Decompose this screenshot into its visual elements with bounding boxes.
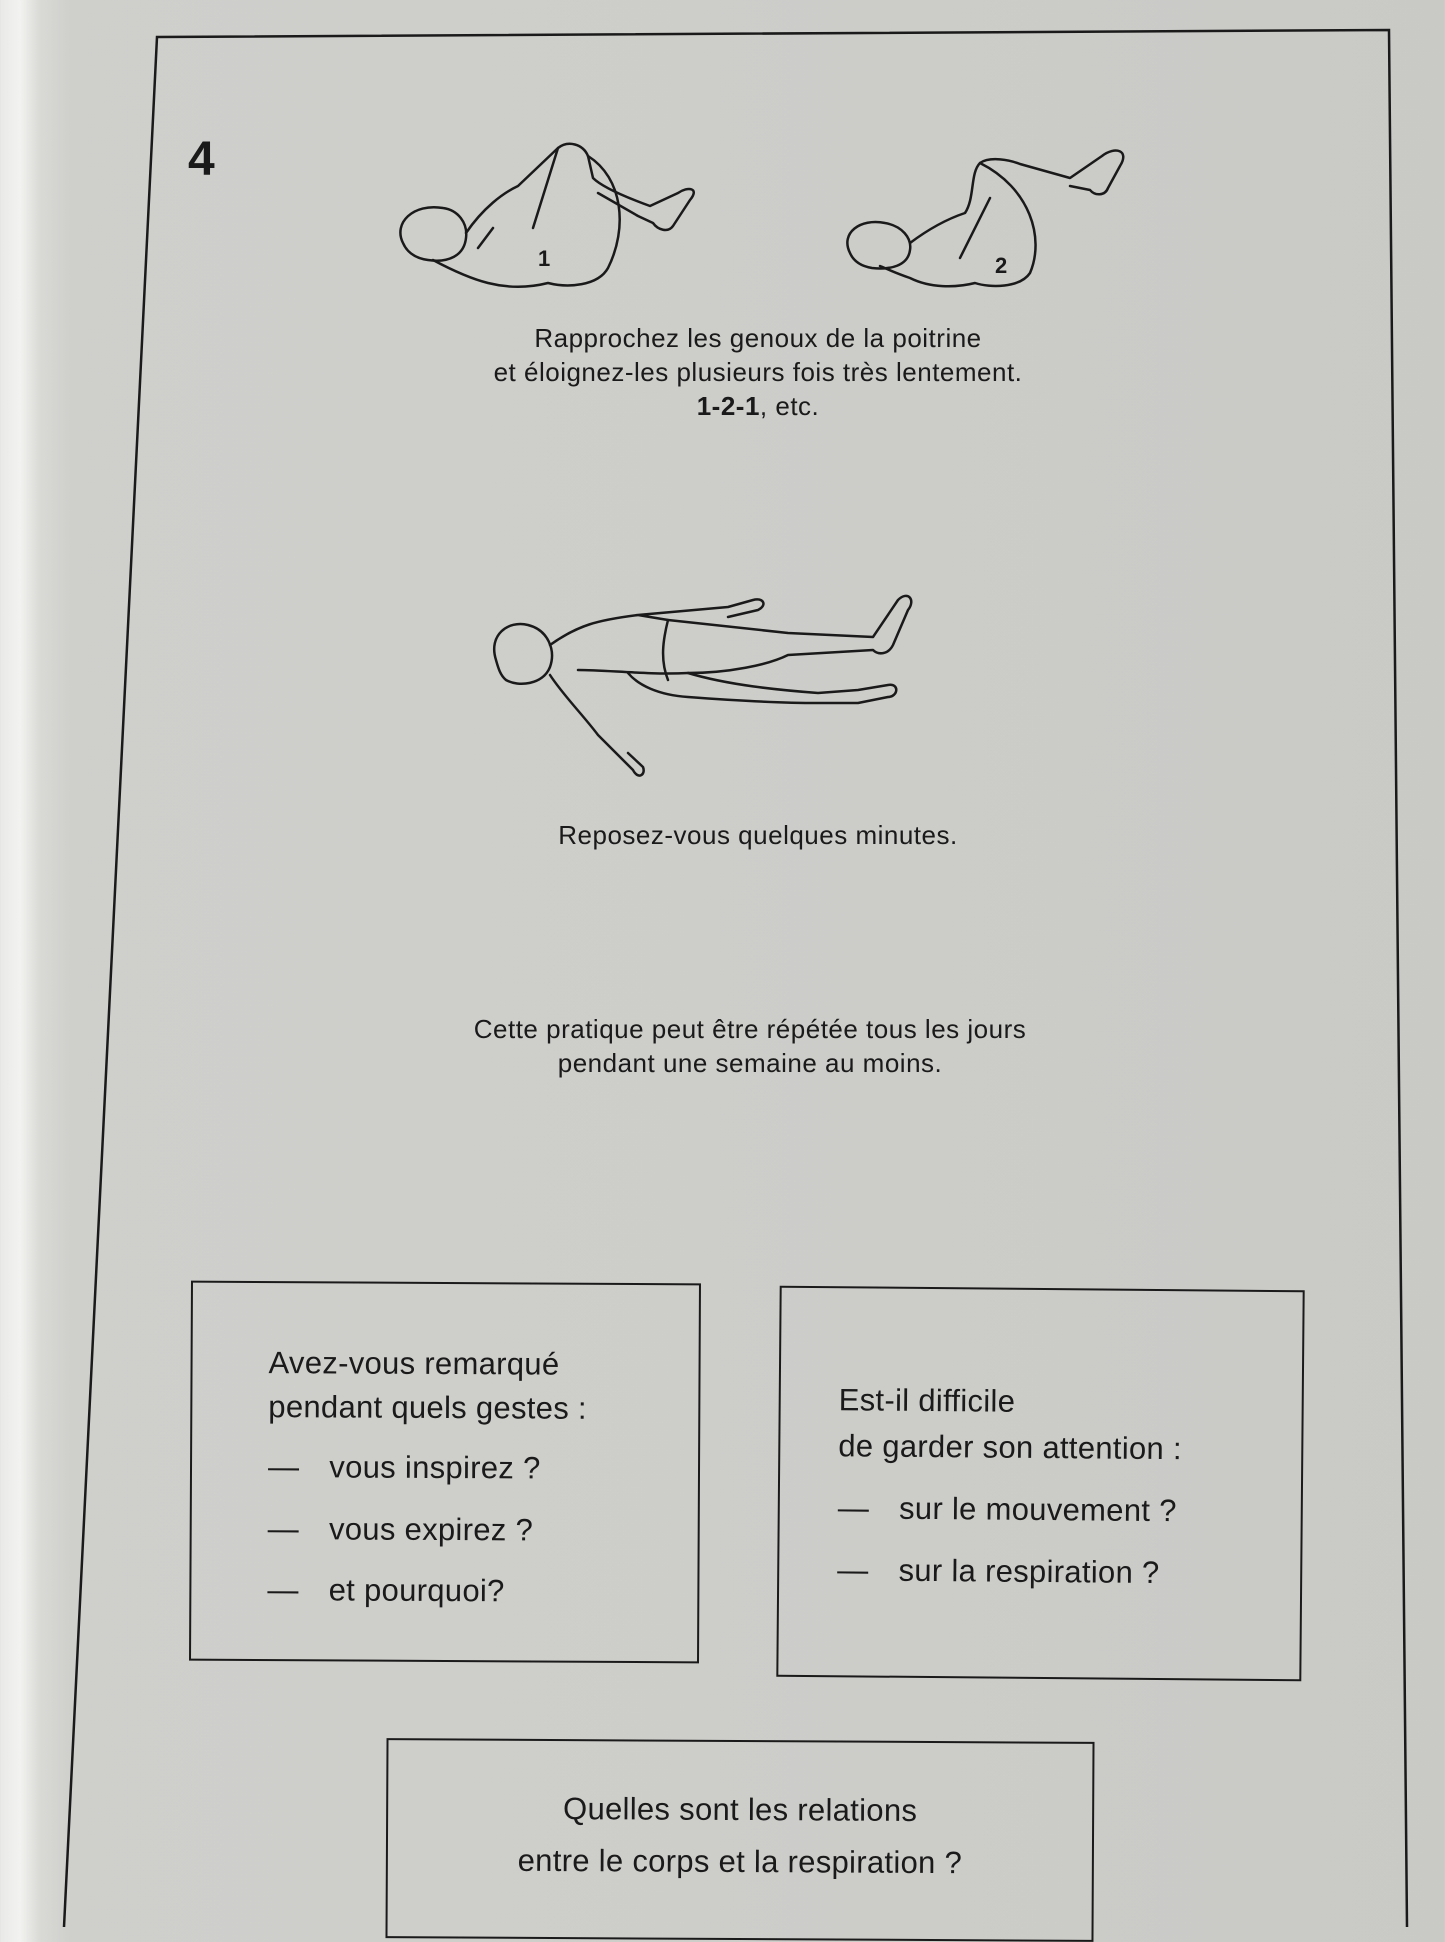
figure-label: 2: [995, 253, 1008, 278]
dash: —: [837, 1490, 870, 1526]
list-item-text: et pourquoi?: [328, 1572, 505, 1609]
dash: —: [267, 1511, 300, 1547]
rest-text: Reposez-vous quelques minutes.: [558, 820, 958, 850]
box-heading-line: entre le corps et la respiration ?: [517, 1842, 963, 1881]
list-item: [267, 1572, 504, 1609]
list-item: [838, 1490, 1177, 1529]
sequence-bold: 1-2-1: [696, 391, 760, 421]
list-item: [268, 1449, 541, 1486]
box-heading-line: Quelles sont les relations: [562, 1791, 918, 1828]
question-box-attention: [776, 1286, 1304, 1682]
list-item-text: sur le mouvement ?: [898, 1490, 1177, 1529]
dash: —: [267, 1572, 299, 1608]
instruction-line: et éloignez-les plusieurs fois très lentement.: [493, 357, 1023, 387]
figure-label: 1: [538, 246, 551, 271]
practice-text: [350, 1012, 1150, 1080]
box-heading-line: de garder son attention :: [838, 1428, 1183, 1467]
box-heading-line: Avez-vous remarqué: [268, 1345, 560, 1382]
knees-to-chest-figure-icon: [388, 138, 718, 293]
box-heading-line: Est-il difficile: [838, 1382, 1016, 1419]
sequence-suffix: , etc.: [759, 391, 820, 421]
lying-figure-icon: [488, 585, 1018, 785]
practice-line: pendant une semaine au moins.: [557, 1048, 943, 1078]
instruction-text: [358, 321, 1158, 423]
question-box-relations: [385, 1738, 1094, 1942]
dash: —: [267, 1449, 300, 1485]
instruction-sequence: [358, 389, 1158, 423]
knees-to-chest-figure-icon: [840, 138, 1140, 293]
instruction-line: Rapprochez les genoux de la poitrine: [534, 323, 982, 353]
list-item: [268, 1511, 534, 1548]
list-item-text: sur la respiration ?: [898, 1552, 1160, 1591]
list-item-text: vous inspirez ?: [329, 1449, 541, 1486]
practice-line: Cette pratique peut être répétée tous les jours: [473, 1014, 1027, 1044]
exercise-number: 4: [188, 133, 215, 186]
question-box-gestures: [189, 1281, 701, 1664]
list-item-text: vous expirez ?: [328, 1511, 534, 1548]
list-item: [837, 1552, 1160, 1591]
box-heading-line: pendant quels gestes :: [268, 1389, 587, 1426]
dash: —: [837, 1552, 869, 1588]
